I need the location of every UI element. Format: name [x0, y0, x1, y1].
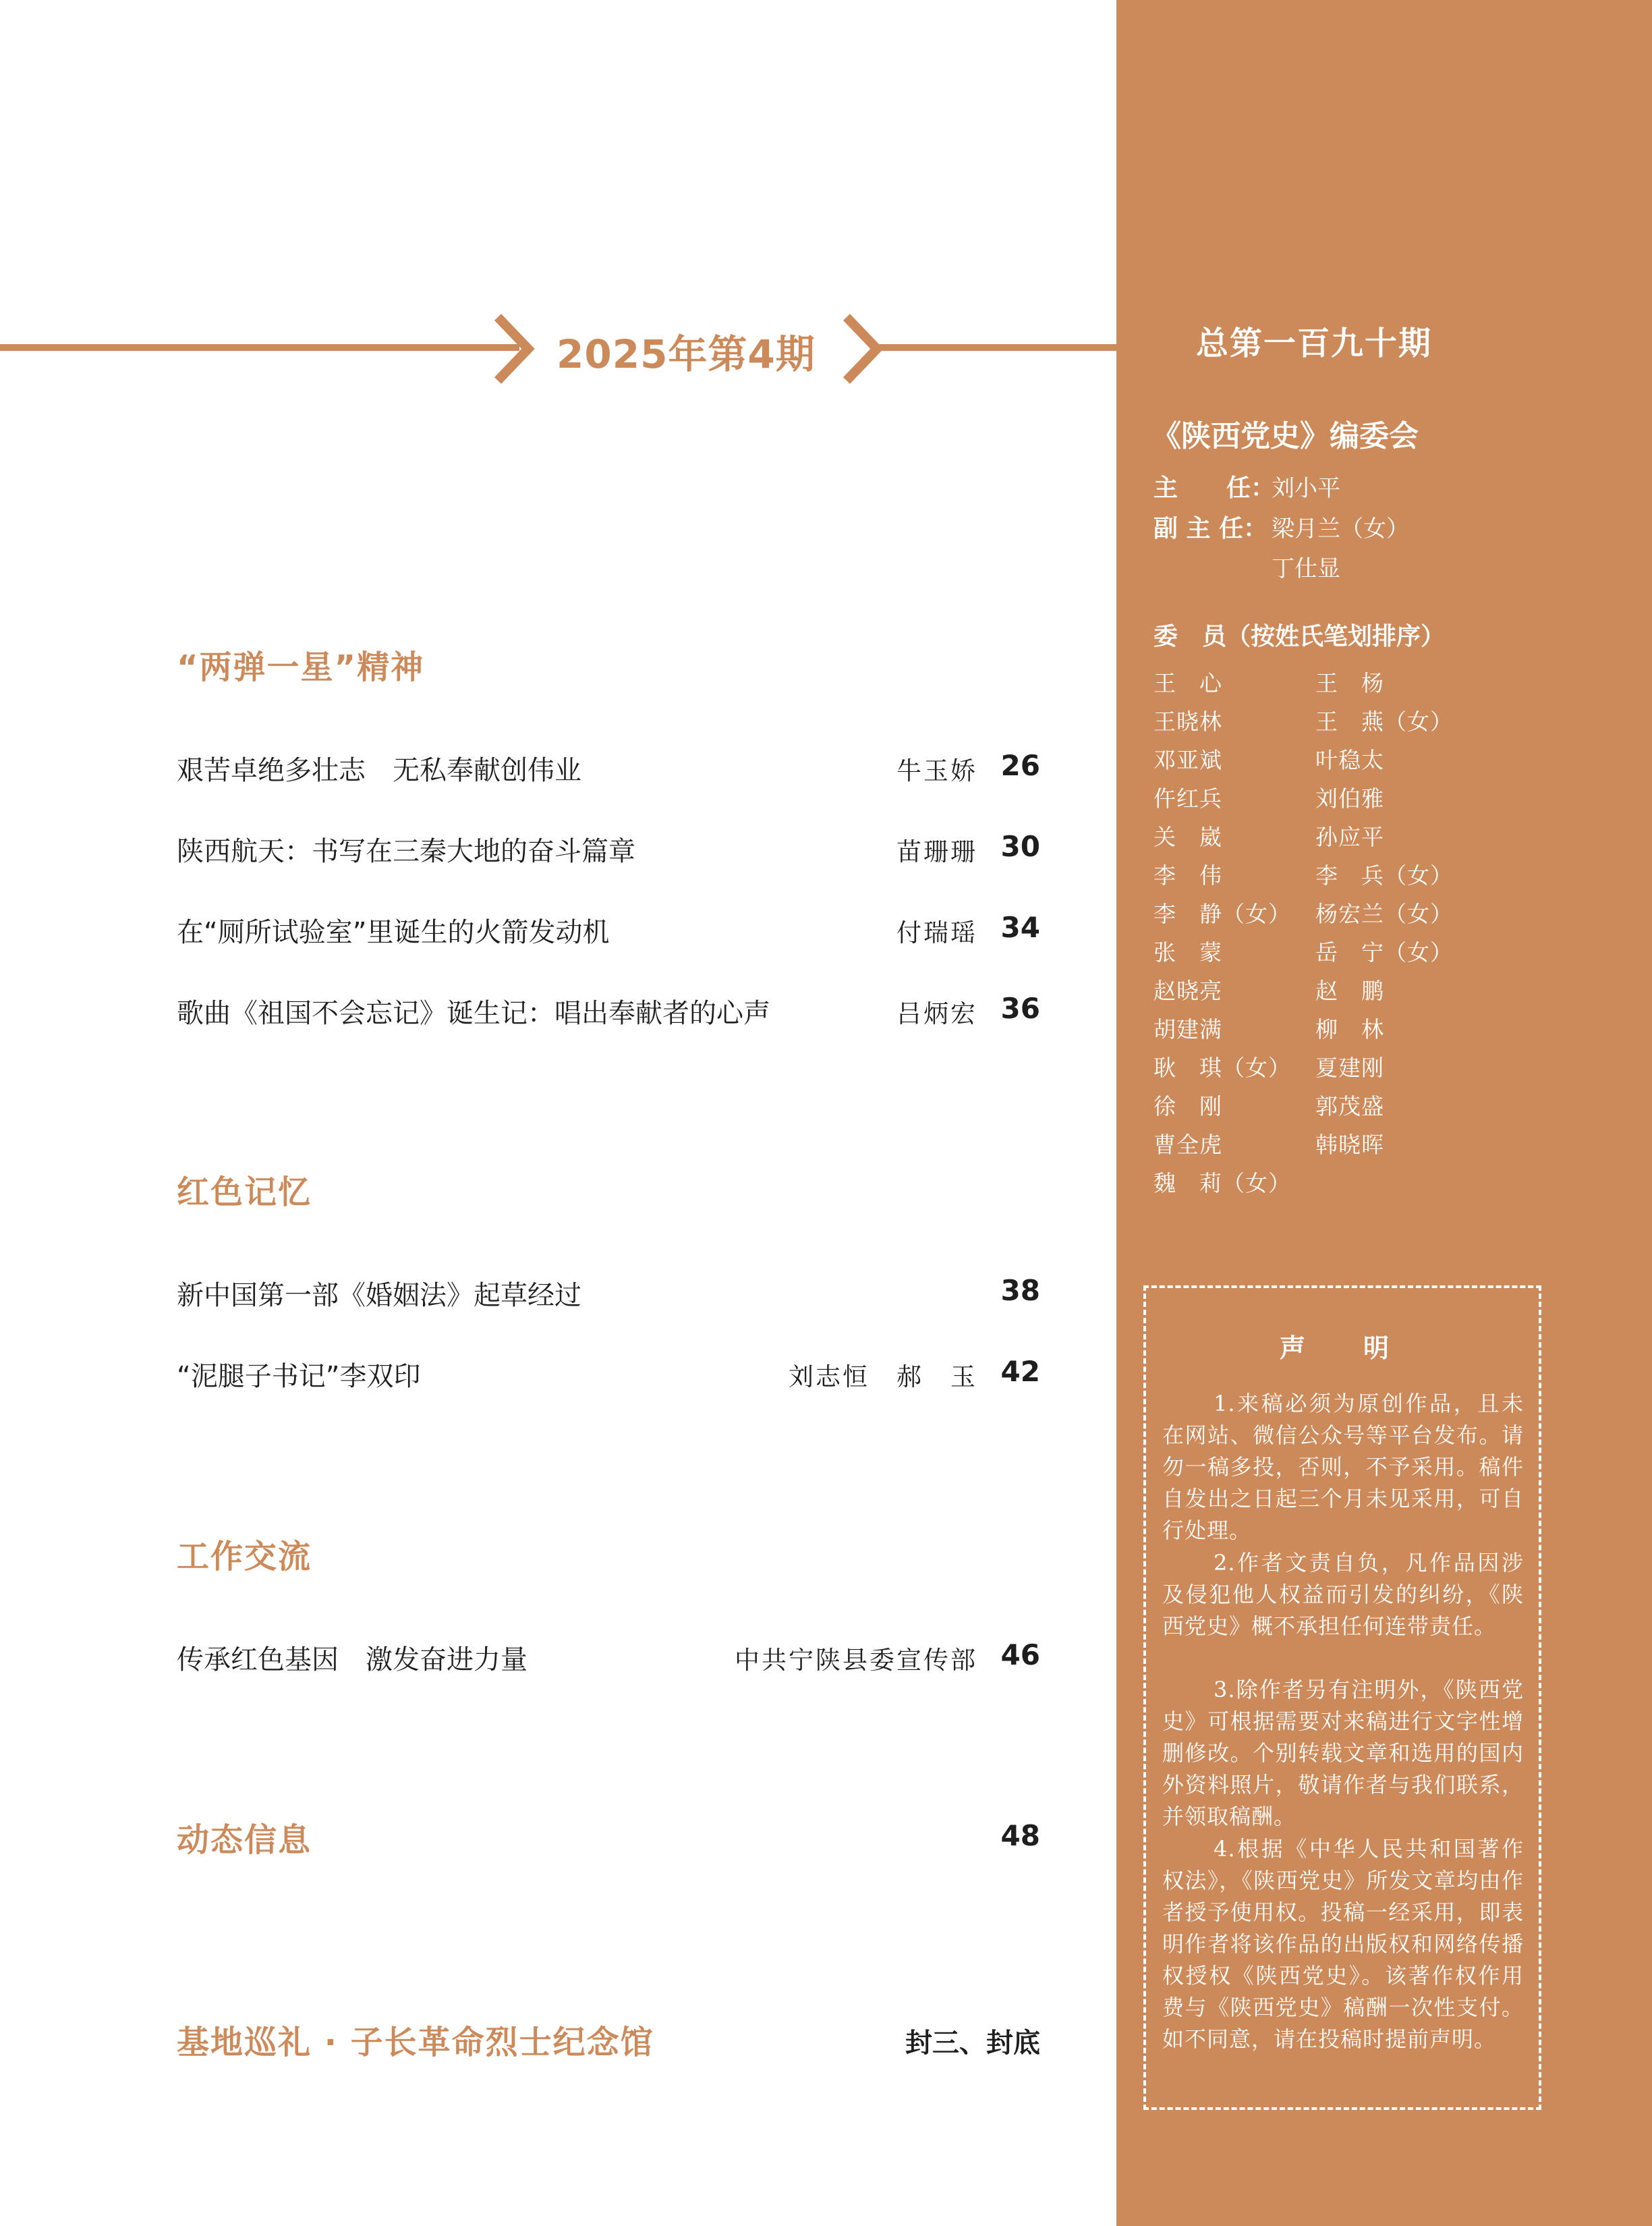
toc-item-page: 36: [1000, 992, 1040, 1025]
toc-item-author: 牛玉娇: [896, 756, 977, 785]
member-name: 王晓林: [1153, 708, 1222, 735]
member-name: 郭茂盛: [1315, 1093, 1384, 1119]
member-name: 王 杨: [1315, 670, 1384, 696]
member-name: 杨宏兰（女）: [1315, 901, 1453, 927]
issue-number: 2025年第4期: [557, 331, 816, 377]
header-rule-right: [876, 344, 1116, 351]
toc-item-title[interactable]: 艰苦卓绝多壮志 无私奉献创伟业: [177, 755, 581, 786]
member-name: 曹全虎: [1153, 1132, 1222, 1158]
notice-paragraph: 1.来稿必须为原创作品，且未在网站、微信公众号等平台发布。请勿一稿多投，否则，不予采用。稿件自发出之日起三个月未见采用，可自行处理。: [1162, 1391, 1524, 1543]
director-name: 刘小平: [1272, 475, 1340, 502]
member-name: 李 兵（女）: [1315, 862, 1453, 889]
member-name: 王 燕（女）: [1315, 708, 1453, 735]
member-name: 夏建刚: [1315, 1055, 1384, 1081]
notice-paragraph: 2.作者文责自负，凡作品因涉及侵犯他人权益而引发的纠纷，《陕西党史》概不承担任何连带责任。: [1162, 1550, 1524, 1639]
editorial-sidebar: [1116, 0, 1652, 2226]
director-row: [1153, 469, 1340, 503]
toc-item-page: 30: [1000, 830, 1040, 863]
board-title: 《陕西党史》编委会: [1151, 419, 1419, 453]
members-title: 委 员（按姓氏笔划排序）: [1153, 623, 1446, 650]
toc-item-page: 38: [1000, 1274, 1040, 1307]
section-title: 红色记忆: [177, 1173, 312, 1211]
member-name: 赵 鹏: [1315, 978, 1384, 1004]
toc-item-title[interactable]: 歌曲《祖国不会忘记》诞生记：唱出奉献者的心声: [177, 998, 770, 1029]
section-title: 工作交流: [177, 1538, 312, 1576]
toc-item-title[interactable]: 在“厕所试验室”里诞生的火箭发动机: [177, 917, 610, 948]
member-name: 叶稳太: [1315, 747, 1384, 773]
toc-item-author: 吕炳宏: [896, 999, 977, 1028]
member-name: 胡建满: [1153, 1016, 1222, 1042]
toc-item-title[interactable]: 传承红色基因 激发奋进力量: [177, 1644, 528, 1675]
toc-item-title[interactable]: 新中国第一部《婚姻法》起草经过: [177, 1280, 581, 1311]
member-name: 徐 刚: [1153, 1093, 1222, 1119]
member-name: 孙应平: [1315, 824, 1384, 850]
section-title: “两弹一星”精神: [177, 648, 425, 686]
header-rule-left: [0, 344, 519, 351]
toc-item-page: 46: [1000, 1638, 1040, 1671]
member-name: 耿 琪（女）: [1153, 1055, 1291, 1081]
total-issue-label: 总第一百九十期: [1196, 325, 1433, 362]
member-name: 李 伟: [1153, 862, 1222, 889]
chevron-right-icon: [491, 312, 538, 386]
member-name: 韩晓晖: [1315, 1132, 1384, 1158]
toc-item-page: 封三、封底: [905, 2028, 1040, 2059]
toc-item-title[interactable]: 陕西航天：书写在三秦大地的奋斗篇章: [177, 836, 635, 867]
toc-item-page: 26: [1000, 749, 1040, 782]
toc-item-title[interactable]: “泥腿子书记”李双印: [177, 1361, 421, 1392]
deputy-row: [1153, 509, 1409, 544]
member-name: 赵晓亮: [1153, 978, 1222, 1004]
member-name: 刘伯雅: [1315, 785, 1384, 812]
section-title[interactable]: 动态信息: [177, 1821, 312, 1859]
deputy-label: 副 主 任：: [1153, 515, 1268, 542]
notice-paragraph: 3.除作者另有注明外，《陕西党史》可根据需要对来稿进行文字性增删修改。个别转载文章和选用的国内外资料照片，敬请作者与我们联系，并领取稿酬。: [1162, 1677, 1524, 1829]
member-name: 岳 宁（女）: [1315, 939, 1453, 966]
toc-item-author: 付瑞瑶: [896, 918, 977, 947]
notice-box: [1143, 1285, 1541, 2110]
director-label: 主 任：: [1153, 474, 1276, 502]
member-name: 张 蒙: [1153, 939, 1222, 966]
toc-item-page: 34: [1000, 911, 1040, 944]
member-name: 王 心: [1153, 670, 1222, 696]
member-name: 仵红兵: [1153, 785, 1222, 812]
section-title[interactable]: 基地巡礼 · 子长革命烈士纪念馆: [177, 2024, 654, 2061]
deputy-name: 丁仕显: [1272, 555, 1340, 582]
member-name: 关 崴: [1153, 824, 1222, 850]
toc-item-author: 苗珊珊: [896, 837, 977, 866]
toc-item-author: 刘志恒 郝 玉: [789, 1362, 977, 1391]
member-name: 魏 莉（女）: [1153, 1170, 1291, 1196]
toc-item-page: 42: [1000, 1355, 1040, 1388]
deputy-row: [1153, 550, 1340, 583]
notice-paragraph: 4.根据《中华人民共和国著作权法》，《陕西党史》所发文章均由作者授予使用权。投稿一经采用，即表明作者将该作品的出版权和网络传播权授权《陕西党史》。该著作权作用费与《陕西党史》稿酬一次性支付。如不同意，请在投稿时提前声明。: [1162, 1836, 1524, 2052]
toc-item-page: 48: [1000, 1819, 1040, 1852]
member-name: 邓亚斌: [1153, 747, 1222, 773]
member-name: 李 静（女）: [1153, 901, 1291, 927]
deputy-name: 梁月兰（女）: [1272, 516, 1409, 542]
toc-item-author: 中共宁陕县委宣传部: [735, 1646, 977, 1675]
member-name: 柳 林: [1315, 1016, 1384, 1042]
notice-title: 声 明: [1279, 1333, 1405, 1363]
